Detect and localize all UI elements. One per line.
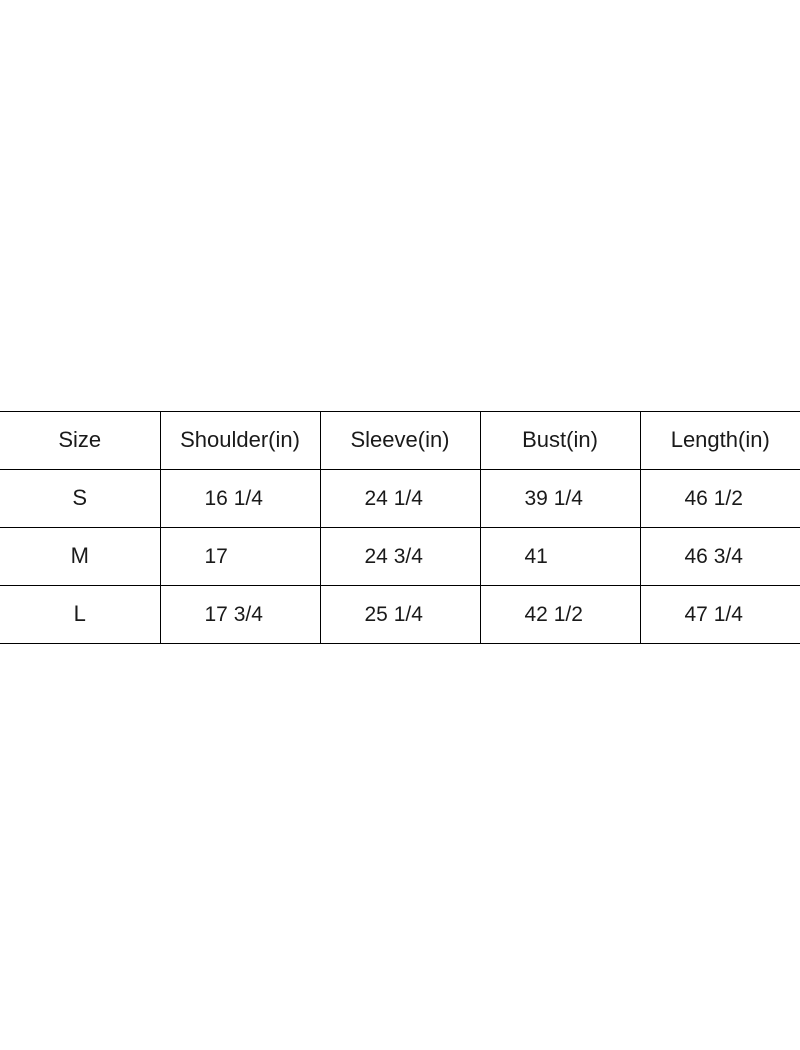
column-header-length: Length(in)	[640, 412, 800, 470]
cell-length: 46 1/2	[640, 470, 800, 528]
cell-shoulder: 17 3/4	[160, 586, 320, 644]
cell-length: 46 3/4	[640, 528, 800, 586]
cell-bust: 41	[480, 528, 640, 586]
cell-shoulder: 16 1/4	[160, 470, 320, 528]
table-body	[0, 470, 800, 644]
cell-bust: 42 1/2	[480, 586, 640, 644]
table-header	[0, 412, 800, 470]
column-header-sleeve: Sleeve(in)	[320, 412, 480, 470]
cell-bust: 39 1/4	[480, 470, 640, 528]
cell-sleeve: 25 1/4	[320, 586, 480, 644]
size-chart	[0, 411, 800, 644]
column-header-shoulder: Shoulder(in)	[160, 412, 320, 470]
table-row	[0, 470, 800, 528]
column-header-bust: Bust(in)	[480, 412, 640, 470]
cell-size: S	[0, 470, 160, 528]
cell-size: M	[0, 528, 160, 586]
cell-sleeve: 24 3/4	[320, 528, 480, 586]
size-chart-table	[0, 411, 800, 644]
cell-shoulder: 17	[160, 528, 320, 586]
cell-length: 47 1/4	[640, 586, 800, 644]
cell-sleeve: 24 1/4	[320, 470, 480, 528]
table-row	[0, 586, 800, 644]
table-row	[0, 528, 800, 586]
column-header-size: Size	[0, 412, 160, 470]
cell-size: L	[0, 586, 160, 644]
table-header-row	[0, 412, 800, 470]
